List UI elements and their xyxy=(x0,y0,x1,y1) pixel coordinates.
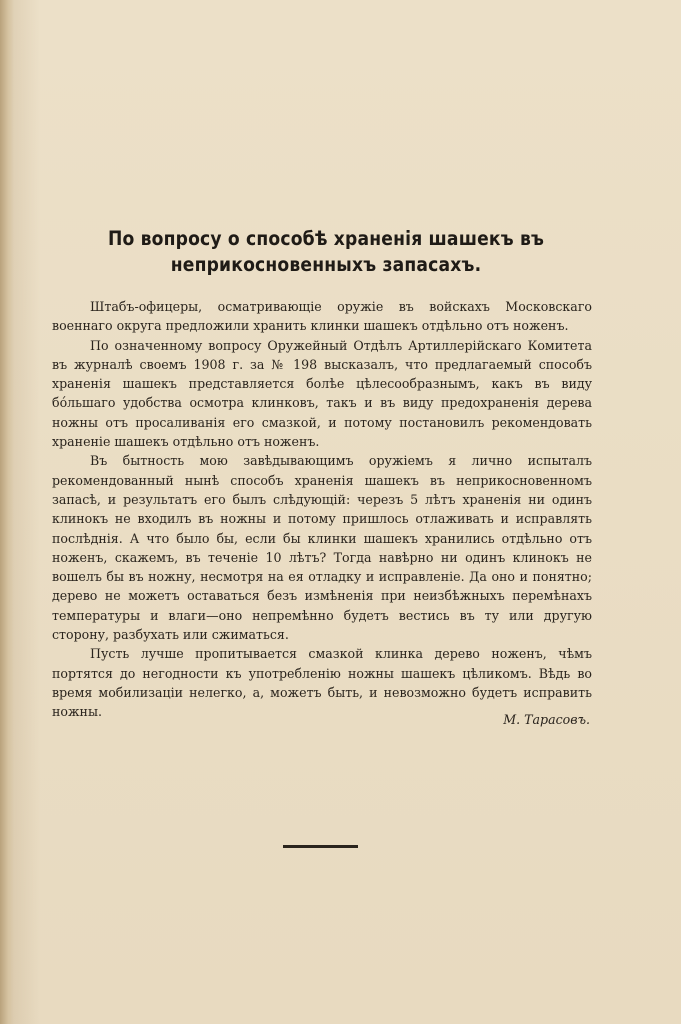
author-signature: М. Тарасовъ. xyxy=(503,712,590,727)
end-rule-divider xyxy=(283,845,358,848)
page-binding-shadow xyxy=(0,0,14,1024)
paragraph-2: По означенному вопросу Оружейный Отдѣлъ Артиллерійскаго Комитета въ журналѣ своемъ 1908 г. за № 198 высказалъ, что предлагаемый способъ храненія шашекъ представляется болѣе цѣлесообразнымъ, какъ въ виду бóльшаго удобства осмотра клинковъ, такъ и въ виду предохраненія дерева ножны отъ просаливанія его смазкой, и потому постановилъ рекомендовать храненіе шашекъ отдѣльно отъ ноженъ. xyxy=(52,337,592,450)
paragraph-1: Штабъ-офицеры, осматривающіе оружіе въ войскахъ Московскаго военнаго округа предложили хранить клинки шашекъ отдѣльно отъ ноженъ. xyxy=(52,299,592,334)
article-body xyxy=(52,297,592,722)
paragraph-3: Въ бытность мою завѣдывающимъ оружіемъ я лично испыталъ рекомендованный нынѣ способъ храненія шашекъ въ неприкосновенномъ запасѣ, и результатъ его былъ слѣдующій: черезъ 5 лѣтъ храненія ни одинъ клинокъ не входилъ въ ножны и потому пришлось отлаживать и исправлять послѣднія. А что было бы, если бы клинки шашекъ хранились отдѣльно отъ ноженъ, скажемъ, въ теченіе 10 лѣтъ? Тогда навѣрно ни одинъ клинокъ не вошелъ бы въ ножну, несмотря на ея отладку и исправленіе. Да оно и понятно; дерево не можетъ оставаться безъ измѣненія при неизбѣжныхъ перемѣнахъ температуры и влаги—оно непремѣнно будетъ вестись въ ту или другую сторону, разбухать или сжиматься. xyxy=(52,453,592,643)
article-title: По вопросу о способѣ храненія шашекъ въ неприкосновенныхъ запасахъ. xyxy=(107,227,545,276)
paragraph-4: Пусть лучше пропитывается смазкой клинка дерево ноженъ, чѣмъ портятся до негодности къ употребленію ножны шашекъ цѣликомъ. Вѣдь во время мобилизаціи нелегко, а, можетъ быть, и невозможно будетъ исправить ножны. xyxy=(52,646,592,720)
